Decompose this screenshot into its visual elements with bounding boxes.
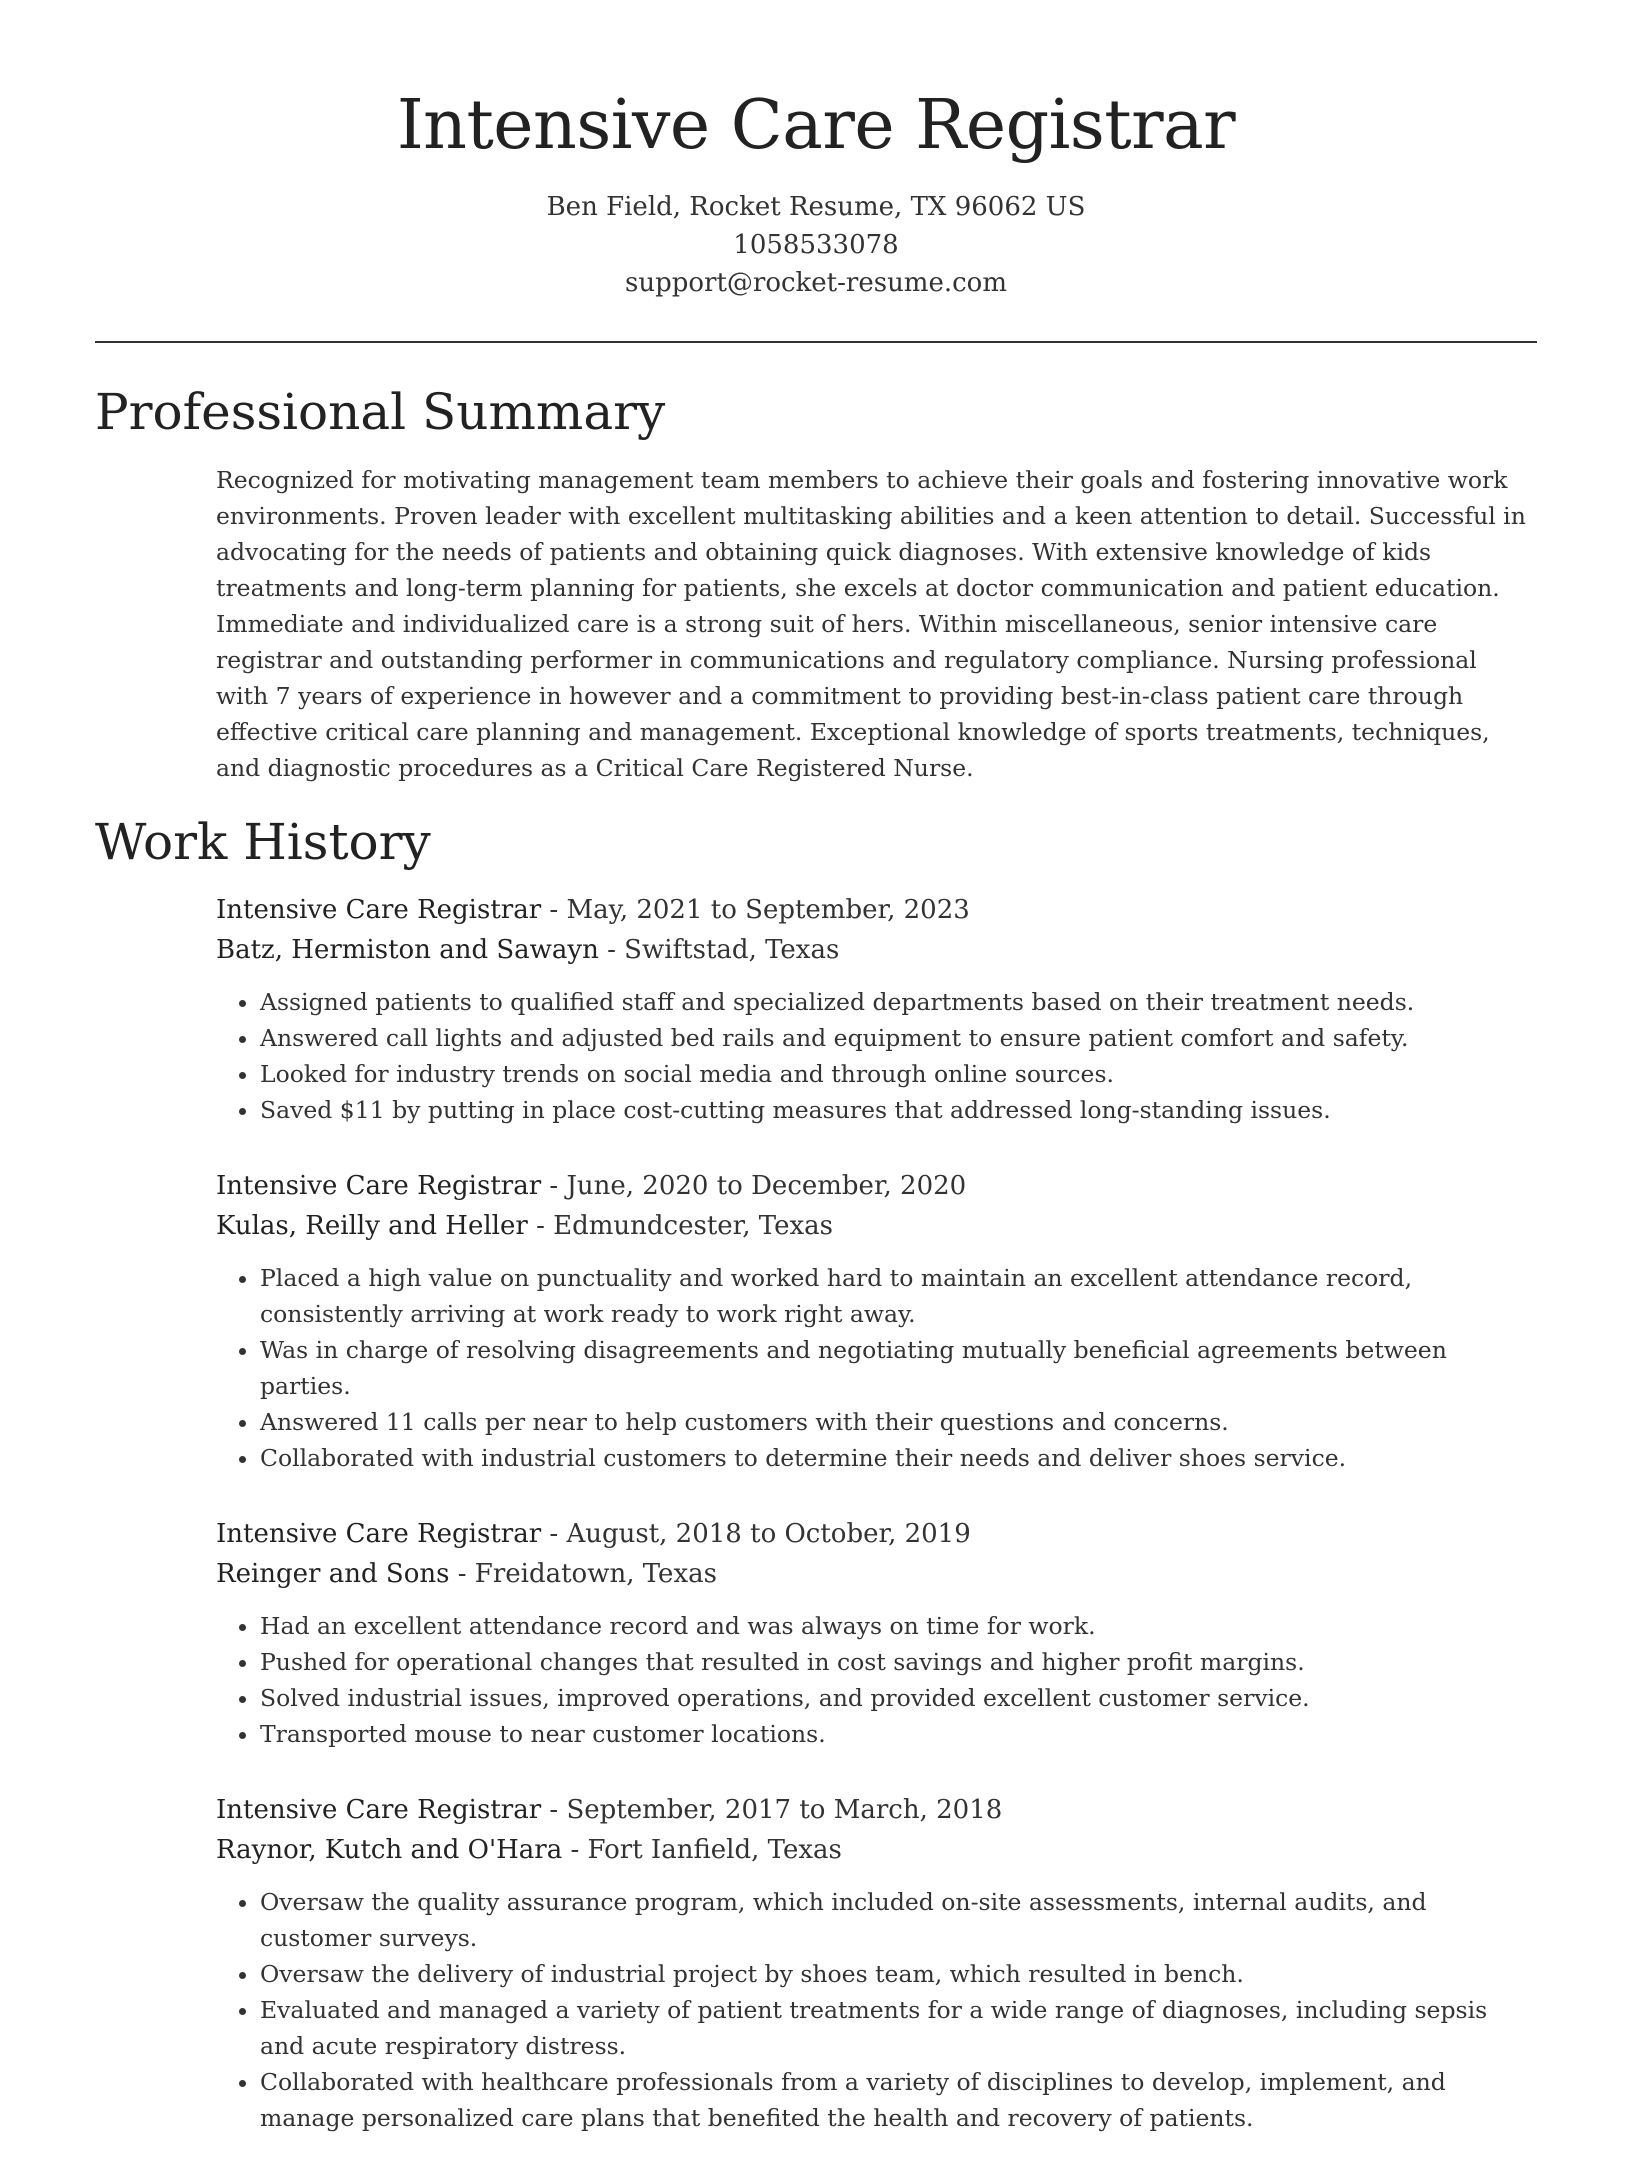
job-company-line <box>216 1554 1538 1594</box>
job-bullet: • Assigned patients to qualified staff and specialized departments based on their treatment needs. <box>260 984 1538 1020</box>
resume-name: Intensive Care Registrar <box>396 86 1236 165</box>
job-company: Kulas, Reilly and Heller <box>216 1211 528 1241</box>
job-title-line <box>216 1790 1538 1830</box>
job-company-line <box>216 930 1538 970</box>
contact-address: Ben Field, Rocket Resume, TX 96062 US <box>546 192 1086 222</box>
job-bullet: • Evaluated and managed a variety of patient treatments for a wide range of diagnoses, including sepsis and acute respiratory distress. <box>260 1992 1538 2064</box>
job-bullet: • Solved industrial issues, improved operations, and provided excellent customer service. <box>260 1680 1538 1716</box>
job-bullets <box>216 1884 1538 2136</box>
job-entry <box>216 1790 1538 2136</box>
job-bullet: • Oversaw the delivery of industrial project by shoes team, which resulted in bench. <box>260 1956 1538 1992</box>
job-bullet: • Transported mouse to near customer locations. <box>260 1716 1538 1752</box>
job-entry <box>216 1514 1538 1752</box>
job-bullets <box>216 1608 1538 1752</box>
job-location: - Swiftstad, Texas <box>598 935 840 965</box>
job-bullet: • Pushed for operational changes that resulted in cost savings and higher profit margins. <box>260 1644 1538 1680</box>
job-bullet: • Placed a high value on punctuality and worked hard to maintain an excellent attendance record, consistently arriving at work ready to work right away. <box>260 1260 1538 1332</box>
job-bullet: • Had an excellent attendance record and was always on time for work. <box>260 1608 1538 1644</box>
job-location: - Edmundcester, Texas <box>527 1211 833 1241</box>
job-company: Batz, Hermiston and Sawayn <box>216 935 599 965</box>
job-role: Intensive Care Registrar <box>216 1171 542 1201</box>
job-bullet: • Collaborated with industrial customers to determine their needs and deliver shoes service. <box>260 1440 1538 1476</box>
contact-phone: 1058533078 <box>733 230 899 260</box>
job-location: - Freidatown, Texas <box>449 1559 717 1589</box>
work-history-heading: Work History <box>95 813 431 871</box>
job-bullet: • Oversaw the quality assurance program, which included on-site assessments, internal audits, and customer surveys. <box>260 1884 1538 1956</box>
job-bullet: • Collaborated with healthcare professionals from a variety of disciplines to develop, implement, and manage personalized care plans that benefited the health and recovery of patients. <box>260 2064 1538 2136</box>
job-bullet: • Answered call lights and adjusted bed rails and equipment to ensure patient comfort and safety. <box>260 1020 1538 1056</box>
job-title-line <box>216 1166 1538 1206</box>
resume-header <box>0 0 1632 302</box>
summary-text: Recognized for motivating management team members to achieve their goals and fostering innovative work environments. Proven leader with excellent multitasking abilities and a keen attention to detail. Successful in advocating for the needs of patients and obtaining quick diagnoses. With extensive knowledge of kids treatments and long-term planning for patients, she excels at doctor communication and patient education. Immediate and individualized care is a strong suit of hers. Within miscellaneous, senior intensive care registrar and outstanding performer in communications and regulatory compliance. Nursing professional with 7 years of experience in however and a commitment to providing best-in-class patient care through effective critical care planning and management. Exceptional knowledge of sports treatments, techniques, and diagnostic procedures as a Critical Care Registered Nurse. <box>216 466 1526 782</box>
job-title-line <box>216 890 1538 930</box>
job-dates: - August, 2018 to October, 2019 <box>541 1519 971 1549</box>
job-company: Raynor, Kutch and O'Hara <box>216 1835 563 1865</box>
summary-heading: Professional Summary <box>95 383 666 441</box>
job-bullet: • Looked for industry trends on social media and through online sources. <box>260 1056 1538 1092</box>
job-role: Intensive Care Registrar <box>216 895 542 925</box>
job-bullet: • Saved $11 by putting in place cost-cutting measures that addressed long-standing issues. <box>260 1092 1538 1128</box>
job-dates: - September, 2017 to March, 2018 <box>541 1795 1003 1825</box>
contact-email: support@rocket-resume.com <box>624 268 1007 298</box>
work-history-list <box>216 890 1538 2174</box>
job-entry <box>216 890 1538 1128</box>
job-company-line <box>216 1830 1538 1870</box>
job-entry <box>216 1166 1538 1476</box>
job-company: Reinger and Sons <box>216 1559 450 1589</box>
job-location: - Fort Ianfield, Texas <box>562 1835 842 1865</box>
job-title-line <box>216 1514 1538 1554</box>
contact-info <box>0 188 1632 302</box>
job-dates: - June, 2020 to December, 2020 <box>541 1171 967 1201</box>
job-bullets <box>216 984 1538 1128</box>
job-role: Intensive Care Registrar <box>216 1795 542 1825</box>
job-bullet: • Answered 11 calls per near to help customers with their questions and concerns. <box>260 1404 1538 1440</box>
job-bullet: • Was in charge of resolving disagreements and negotiating mutually beneficial agreements between parties. <box>260 1332 1538 1404</box>
header-divider <box>95 341 1537 343</box>
job-bullets <box>216 1260 1538 1476</box>
job-role: Intensive Care Registrar <box>216 1519 542 1549</box>
job-dates: - May, 2021 to September, 2023 <box>541 895 970 925</box>
job-company-line <box>216 1206 1538 1246</box>
